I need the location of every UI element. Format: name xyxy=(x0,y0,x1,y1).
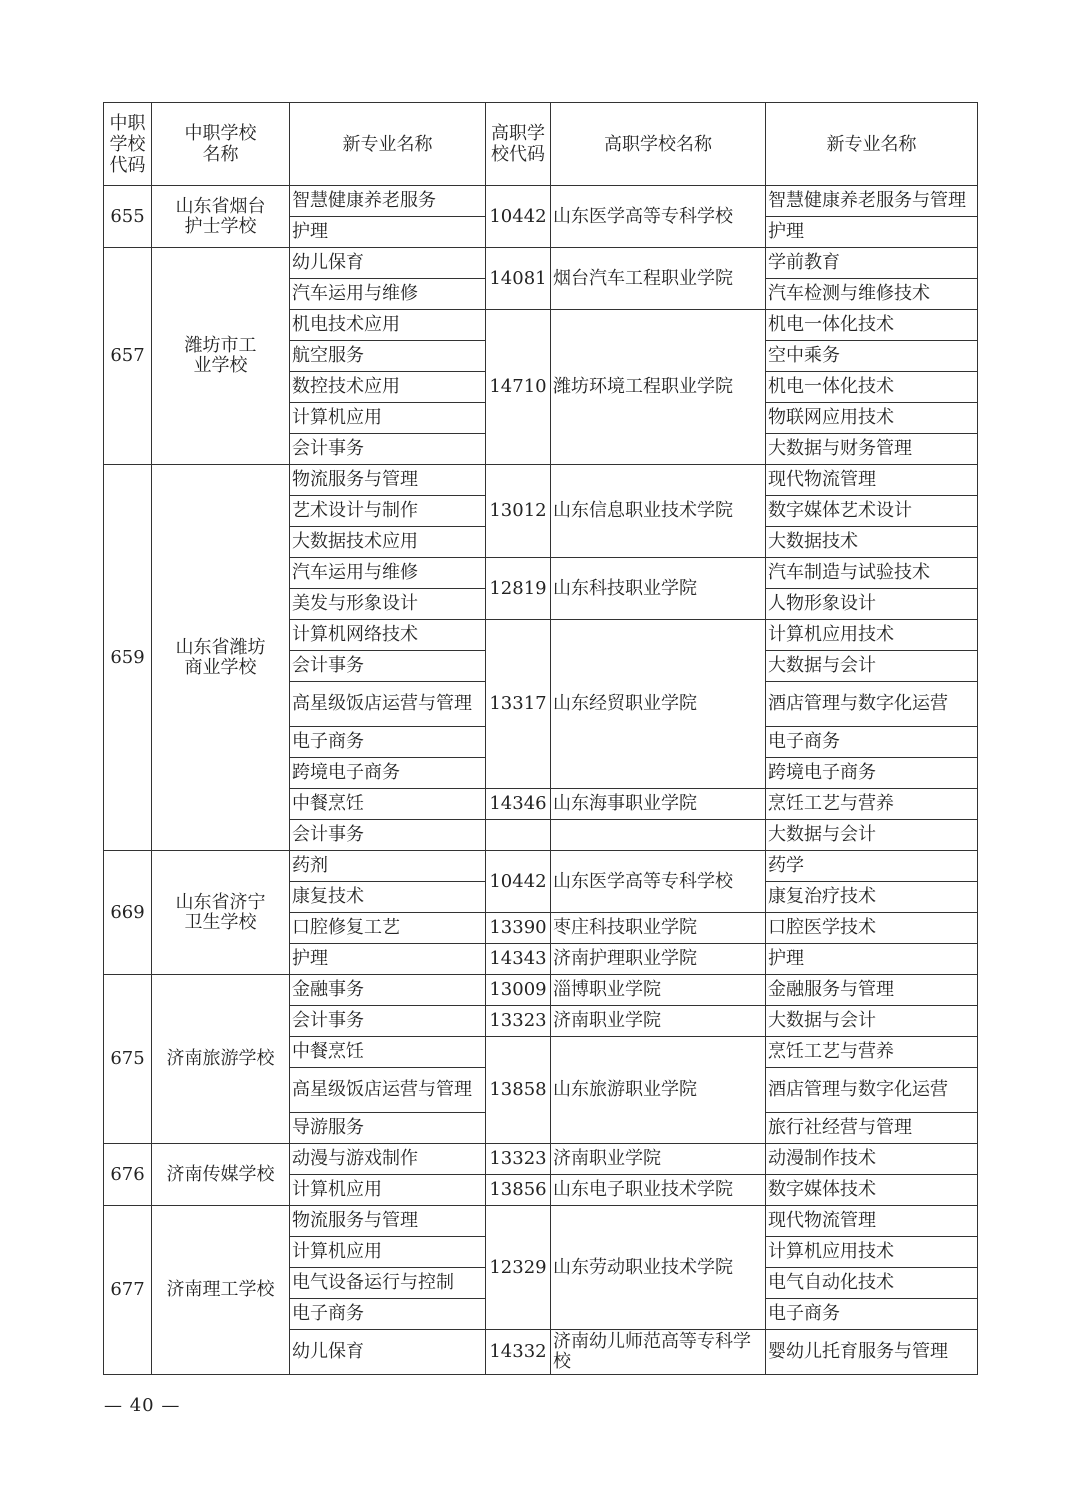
higher-major: 电子商务 xyxy=(766,1299,978,1330)
higher-name: 山东科技职业学院 xyxy=(551,558,766,620)
higher-code: 14332 xyxy=(486,1330,551,1375)
higher-code: 14346 xyxy=(486,789,551,820)
higher-major: 药学 xyxy=(766,851,978,882)
school-code: 675 xyxy=(104,975,152,1144)
secondary-major: 幼儿保育 xyxy=(290,248,486,279)
higher-code: 14710 xyxy=(486,310,551,465)
secondary-major: 汽车运用与维修 xyxy=(290,279,486,310)
higher-major: 现代物流管理 xyxy=(766,465,978,496)
higher-major: 大数据技术 xyxy=(766,527,978,558)
table-row xyxy=(104,1144,978,1175)
higher-name: 济南职业学院 xyxy=(551,1006,766,1037)
higher-code: 14081 xyxy=(486,248,551,310)
secondary-major: 智慧健康养老服务 xyxy=(290,186,486,217)
school-name: 山东省潍坊商业学校 xyxy=(152,465,290,851)
higher-major: 金融服务与管理 xyxy=(766,975,978,1006)
school-name: 济南旅游学校 xyxy=(152,975,290,1144)
higher-major: 学前教育 xyxy=(766,248,978,279)
secondary-major: 会计事务 xyxy=(290,1006,486,1037)
table-row xyxy=(104,248,978,279)
secondary-major: 中餐烹饪 xyxy=(290,1037,486,1068)
higher-name: 山东劳动职业技术学院 xyxy=(551,1206,766,1330)
higher-major: 数字媒体艺术设计 xyxy=(766,496,978,527)
higher-name xyxy=(551,820,766,851)
secondary-major: 数控技术应用 xyxy=(290,372,486,403)
header-secondary-school-code: 中职学校代码 xyxy=(104,103,152,186)
higher-code: 12819 xyxy=(486,558,551,620)
school-name: 潍坊市工业学校 xyxy=(152,248,290,465)
higher-major: 大数据与会计 xyxy=(766,651,978,682)
table-row xyxy=(104,851,978,882)
higher-major: 烹饪工艺与营养 xyxy=(766,1037,978,1068)
school-code: 676 xyxy=(104,1144,152,1206)
school-code: 669 xyxy=(104,851,152,975)
secondary-major: 会计事务 xyxy=(290,820,486,851)
secondary-major: 护理 xyxy=(290,217,486,248)
higher-major: 动漫制作技术 xyxy=(766,1144,978,1175)
higher-name: 淄博职业学院 xyxy=(551,975,766,1006)
secondary-major: 中餐烹饪 xyxy=(290,789,486,820)
secondary-major: 药剂 xyxy=(290,851,486,882)
secondary-major: 口腔修复工艺 xyxy=(290,913,486,944)
secondary-major: 幼儿保育 xyxy=(290,1330,486,1375)
higher-code xyxy=(486,820,551,851)
higher-name: 济南幼儿师范高等专科学校 xyxy=(551,1330,766,1375)
higher-name: 烟台汽车工程职业学院 xyxy=(551,248,766,310)
higher-major: 现代物流管理 xyxy=(766,1206,978,1237)
secondary-major: 康复技术 xyxy=(290,882,486,913)
secondary-major: 电子商务 xyxy=(290,1299,486,1330)
header-higher-school-name: 高职学校名称 xyxy=(551,103,766,186)
secondary-major: 导游服务 xyxy=(290,1113,486,1144)
higher-name: 山东旅游职业学院 xyxy=(551,1037,766,1144)
higher-code: 13323 xyxy=(486,1144,551,1175)
higher-major: 康复治疗技术 xyxy=(766,882,978,913)
header-secondary-school-name: 中职学校名称 xyxy=(152,103,290,186)
school-code: 655 xyxy=(104,186,152,248)
higher-code: 13012 xyxy=(486,465,551,558)
school-code: 659 xyxy=(104,465,152,851)
higher-code: 10442 xyxy=(486,186,551,248)
secondary-major: 大数据技术应用 xyxy=(290,527,486,558)
higher-major: 人物形象设计 xyxy=(766,589,978,620)
higher-major: 电子商务 xyxy=(766,727,978,758)
higher-code: 13856 xyxy=(486,1175,551,1206)
secondary-major: 计算机应用 xyxy=(290,1237,486,1268)
secondary-major: 计算机应用 xyxy=(290,1175,486,1206)
higher-name: 山东海事职业学院 xyxy=(551,789,766,820)
table-row xyxy=(104,975,978,1006)
secondary-major: 汽车运用与维修 xyxy=(290,558,486,589)
higher-code: 13323 xyxy=(486,1006,551,1037)
higher-code: 12329 xyxy=(486,1206,551,1330)
secondary-major: 会计事务 xyxy=(290,651,486,682)
secondary-major: 金融事务 xyxy=(290,975,486,1006)
higher-code: 13009 xyxy=(486,975,551,1006)
higher-major: 酒店管理与数字化运营 xyxy=(766,682,978,727)
header-higher-school-code: 高职学校代码 xyxy=(486,103,551,186)
table-row xyxy=(104,465,978,496)
secondary-major: 会计事务 xyxy=(290,434,486,465)
higher-major: 机电一体化技术 xyxy=(766,310,978,341)
higher-major: 机电一体化技术 xyxy=(766,372,978,403)
school-name: 济南传媒学校 xyxy=(152,1144,290,1206)
higher-major: 大数据与财务管理 xyxy=(766,434,978,465)
secondary-major: 跨境电子商务 xyxy=(290,758,486,789)
secondary-major: 美发与形象设计 xyxy=(290,589,486,620)
page-number: — 40 — xyxy=(104,1395,181,1416)
secondary-major: 高星级饭店运营与管理 xyxy=(290,1068,486,1113)
secondary-major: 高星级饭店运营与管理 xyxy=(290,682,486,727)
higher-major: 口腔医学技术 xyxy=(766,913,978,944)
higher-major: 物联网应用技术 xyxy=(766,403,978,434)
higher-major: 电气自动化技术 xyxy=(766,1268,978,1299)
higher-major: 汽车制造与试验技术 xyxy=(766,558,978,589)
higher-name: 枣庄科技职业学院 xyxy=(551,913,766,944)
higher-major: 跨境电子商务 xyxy=(766,758,978,789)
higher-major: 计算机应用技术 xyxy=(766,1237,978,1268)
higher-major: 大数据与会计 xyxy=(766,820,978,851)
secondary-major: 电气设备运行与控制 xyxy=(290,1268,486,1299)
secondary-major: 计算机应用 xyxy=(290,403,486,434)
school-name: 山东省济宁卫生学校 xyxy=(152,851,290,975)
higher-code: 13317 xyxy=(486,620,551,789)
higher-major: 智慧健康养老服务与管理 xyxy=(766,186,978,217)
higher-code: 13390 xyxy=(486,913,551,944)
higher-major: 护理 xyxy=(766,944,978,975)
higher-major: 旅行社经营与管理 xyxy=(766,1113,978,1144)
higher-name: 济南护理职业学院 xyxy=(551,944,766,975)
higher-major: 护理 xyxy=(766,217,978,248)
higher-name: 山东信息职业技术学院 xyxy=(551,465,766,558)
higher-name: 山东经贸职业学院 xyxy=(551,620,766,789)
higher-code: 14343 xyxy=(486,944,551,975)
table-header-row xyxy=(104,103,978,186)
header-new-major-secondary: 新专业名称 xyxy=(290,103,486,186)
secondary-major: 航空服务 xyxy=(290,341,486,372)
secondary-major: 动漫与游戏制作 xyxy=(290,1144,486,1175)
higher-name: 山东电子职业技术学院 xyxy=(551,1175,766,1206)
higher-major: 烹饪工艺与营养 xyxy=(766,789,978,820)
higher-major: 酒店管理与数字化运营 xyxy=(766,1068,978,1113)
secondary-major: 物流服务与管理 xyxy=(290,1206,486,1237)
secondary-major: 艺术设计与制作 xyxy=(290,496,486,527)
higher-code: 13858 xyxy=(486,1037,551,1144)
higher-major: 大数据与会计 xyxy=(766,1006,978,1037)
higher-name: 潍坊环境工程职业学院 xyxy=(551,310,766,465)
secondary-major: 电子商务 xyxy=(290,727,486,758)
school-name: 济南理工学校 xyxy=(152,1206,290,1375)
higher-major: 数字媒体技术 xyxy=(766,1175,978,1206)
school-name: 山东省烟台护士学校 xyxy=(152,186,290,248)
secondary-major: 计算机网络技术 xyxy=(290,620,486,651)
table-row xyxy=(104,186,978,217)
school-code: 677 xyxy=(104,1206,152,1375)
table-row xyxy=(104,1206,978,1237)
major-mapping-table xyxy=(103,102,978,1375)
higher-name: 山东医学高等专科学校 xyxy=(551,851,766,913)
higher-major: 婴幼儿托育服务与管理 xyxy=(766,1330,978,1375)
higher-major: 计算机应用技术 xyxy=(766,620,978,651)
secondary-major: 机电技术应用 xyxy=(290,310,486,341)
higher-name: 济南职业学院 xyxy=(551,1144,766,1175)
higher-major: 汽车检测与维修技术 xyxy=(766,279,978,310)
secondary-major: 物流服务与管理 xyxy=(290,465,486,496)
school-code: 657 xyxy=(104,248,152,465)
higher-major: 空中乘务 xyxy=(766,341,978,372)
header-new-major-higher: 新专业名称 xyxy=(766,103,978,186)
higher-code: 10442 xyxy=(486,851,551,913)
secondary-major: 护理 xyxy=(290,944,486,975)
higher-name: 山东医学高等专科学校 xyxy=(551,186,766,248)
